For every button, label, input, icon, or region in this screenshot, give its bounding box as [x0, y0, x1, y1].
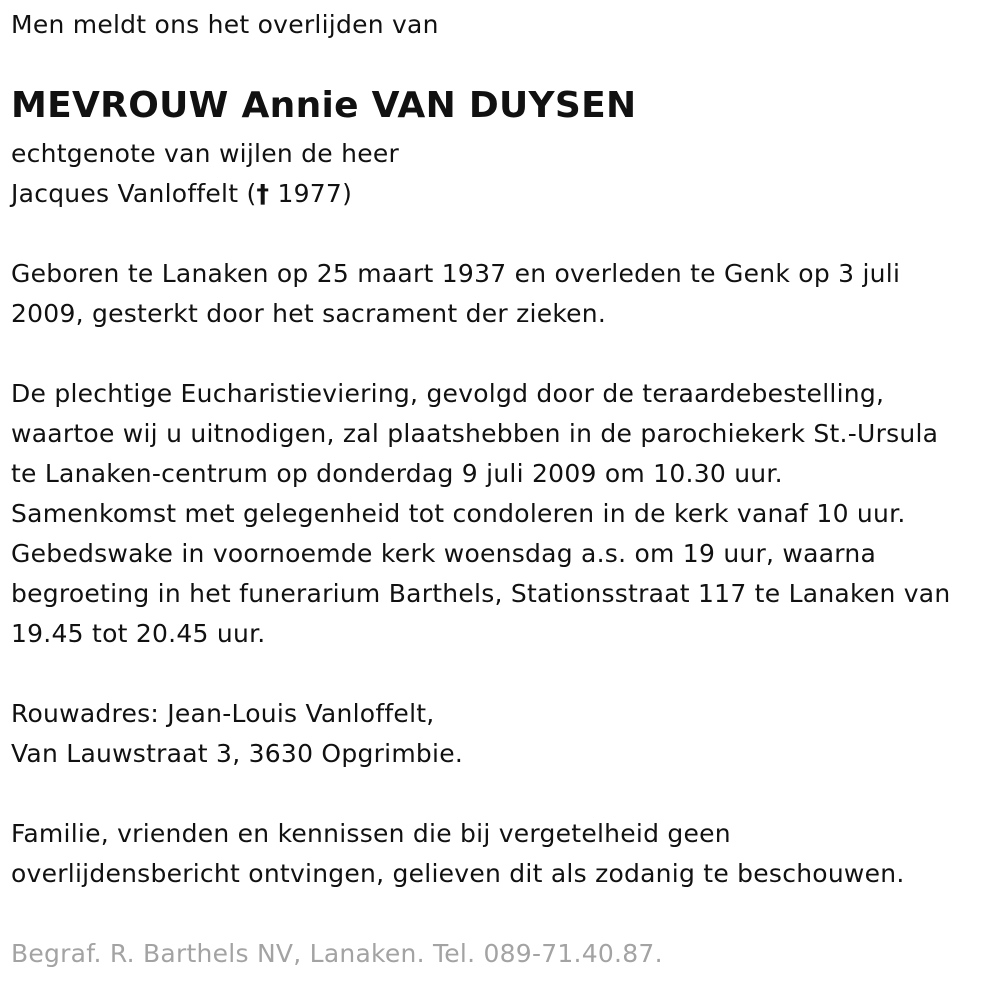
service-line: te Lanaken-centrum op donderdag 9 juli 2009 om 10.30 uur.: [11, 459, 783, 488]
family-note-line-2: overlijdensbericht ontvingen, gelieven dit als zodanig te beschouwen.: [11, 859, 905, 888]
spouse-death-year: 1977): [277, 179, 353, 208]
birth-death-line-1: Geboren te Lanaken op 25 maart 1937 en overleden te Genk op 3 juli: [11, 259, 901, 288]
service-line: Samenkomst met gelegenheid tot condoleren in de kerk vanaf 10 uur.: [11, 499, 906, 528]
cross-icon: †: [256, 179, 270, 208]
mourning-address-line-2: Van Lauwstraat 3, 3630 Opgrimbie.: [11, 739, 464, 768]
service-line: De plechtige Eucharistieviering, gevolgd door de teraardebestelling,: [11, 379, 885, 408]
service-line: 19.45 tot 20.45 uur.: [11, 619, 266, 648]
service-line: Gebedswake in voornoemde kerk woensdag a.s. om 19 uur, waarna: [11, 539, 877, 568]
family-note-line-1: Familie, vrienden en kennissen die bij vergetelheid geen: [11, 819, 731, 848]
service-line: waartoe wij u uitnodigen, zal plaatshebben in de parochiekerk St.-Ursula: [11, 419, 939, 448]
mourning-address-line-1: Rouwadres: Jean-Louis Vanloffelt,: [11, 699, 435, 728]
intro-text: Men meldt ons het overlijden van: [11, 10, 439, 39]
spouse-name: Jacques Vanloffelt (: [11, 179, 257, 208]
birth-death-line-2: 2009, gesterkt door het sacrament der zieken.: [11, 299, 607, 328]
funeral-home-footer: Begraf. R. Barthels NV, Lanaken. Tel. 089-71.40.87.: [11, 939, 663, 968]
deceased-name: MEVROUW Annie VAN DUYSEN: [11, 85, 637, 126]
spouse-name-line: [11, 174, 352, 214]
service-line: begroeting in het funerarium Barthels, Stationsstraat 117 te Lanaken van: [11, 579, 951, 608]
spouse-line: echtgenote van wijlen de heer: [11, 139, 399, 168]
